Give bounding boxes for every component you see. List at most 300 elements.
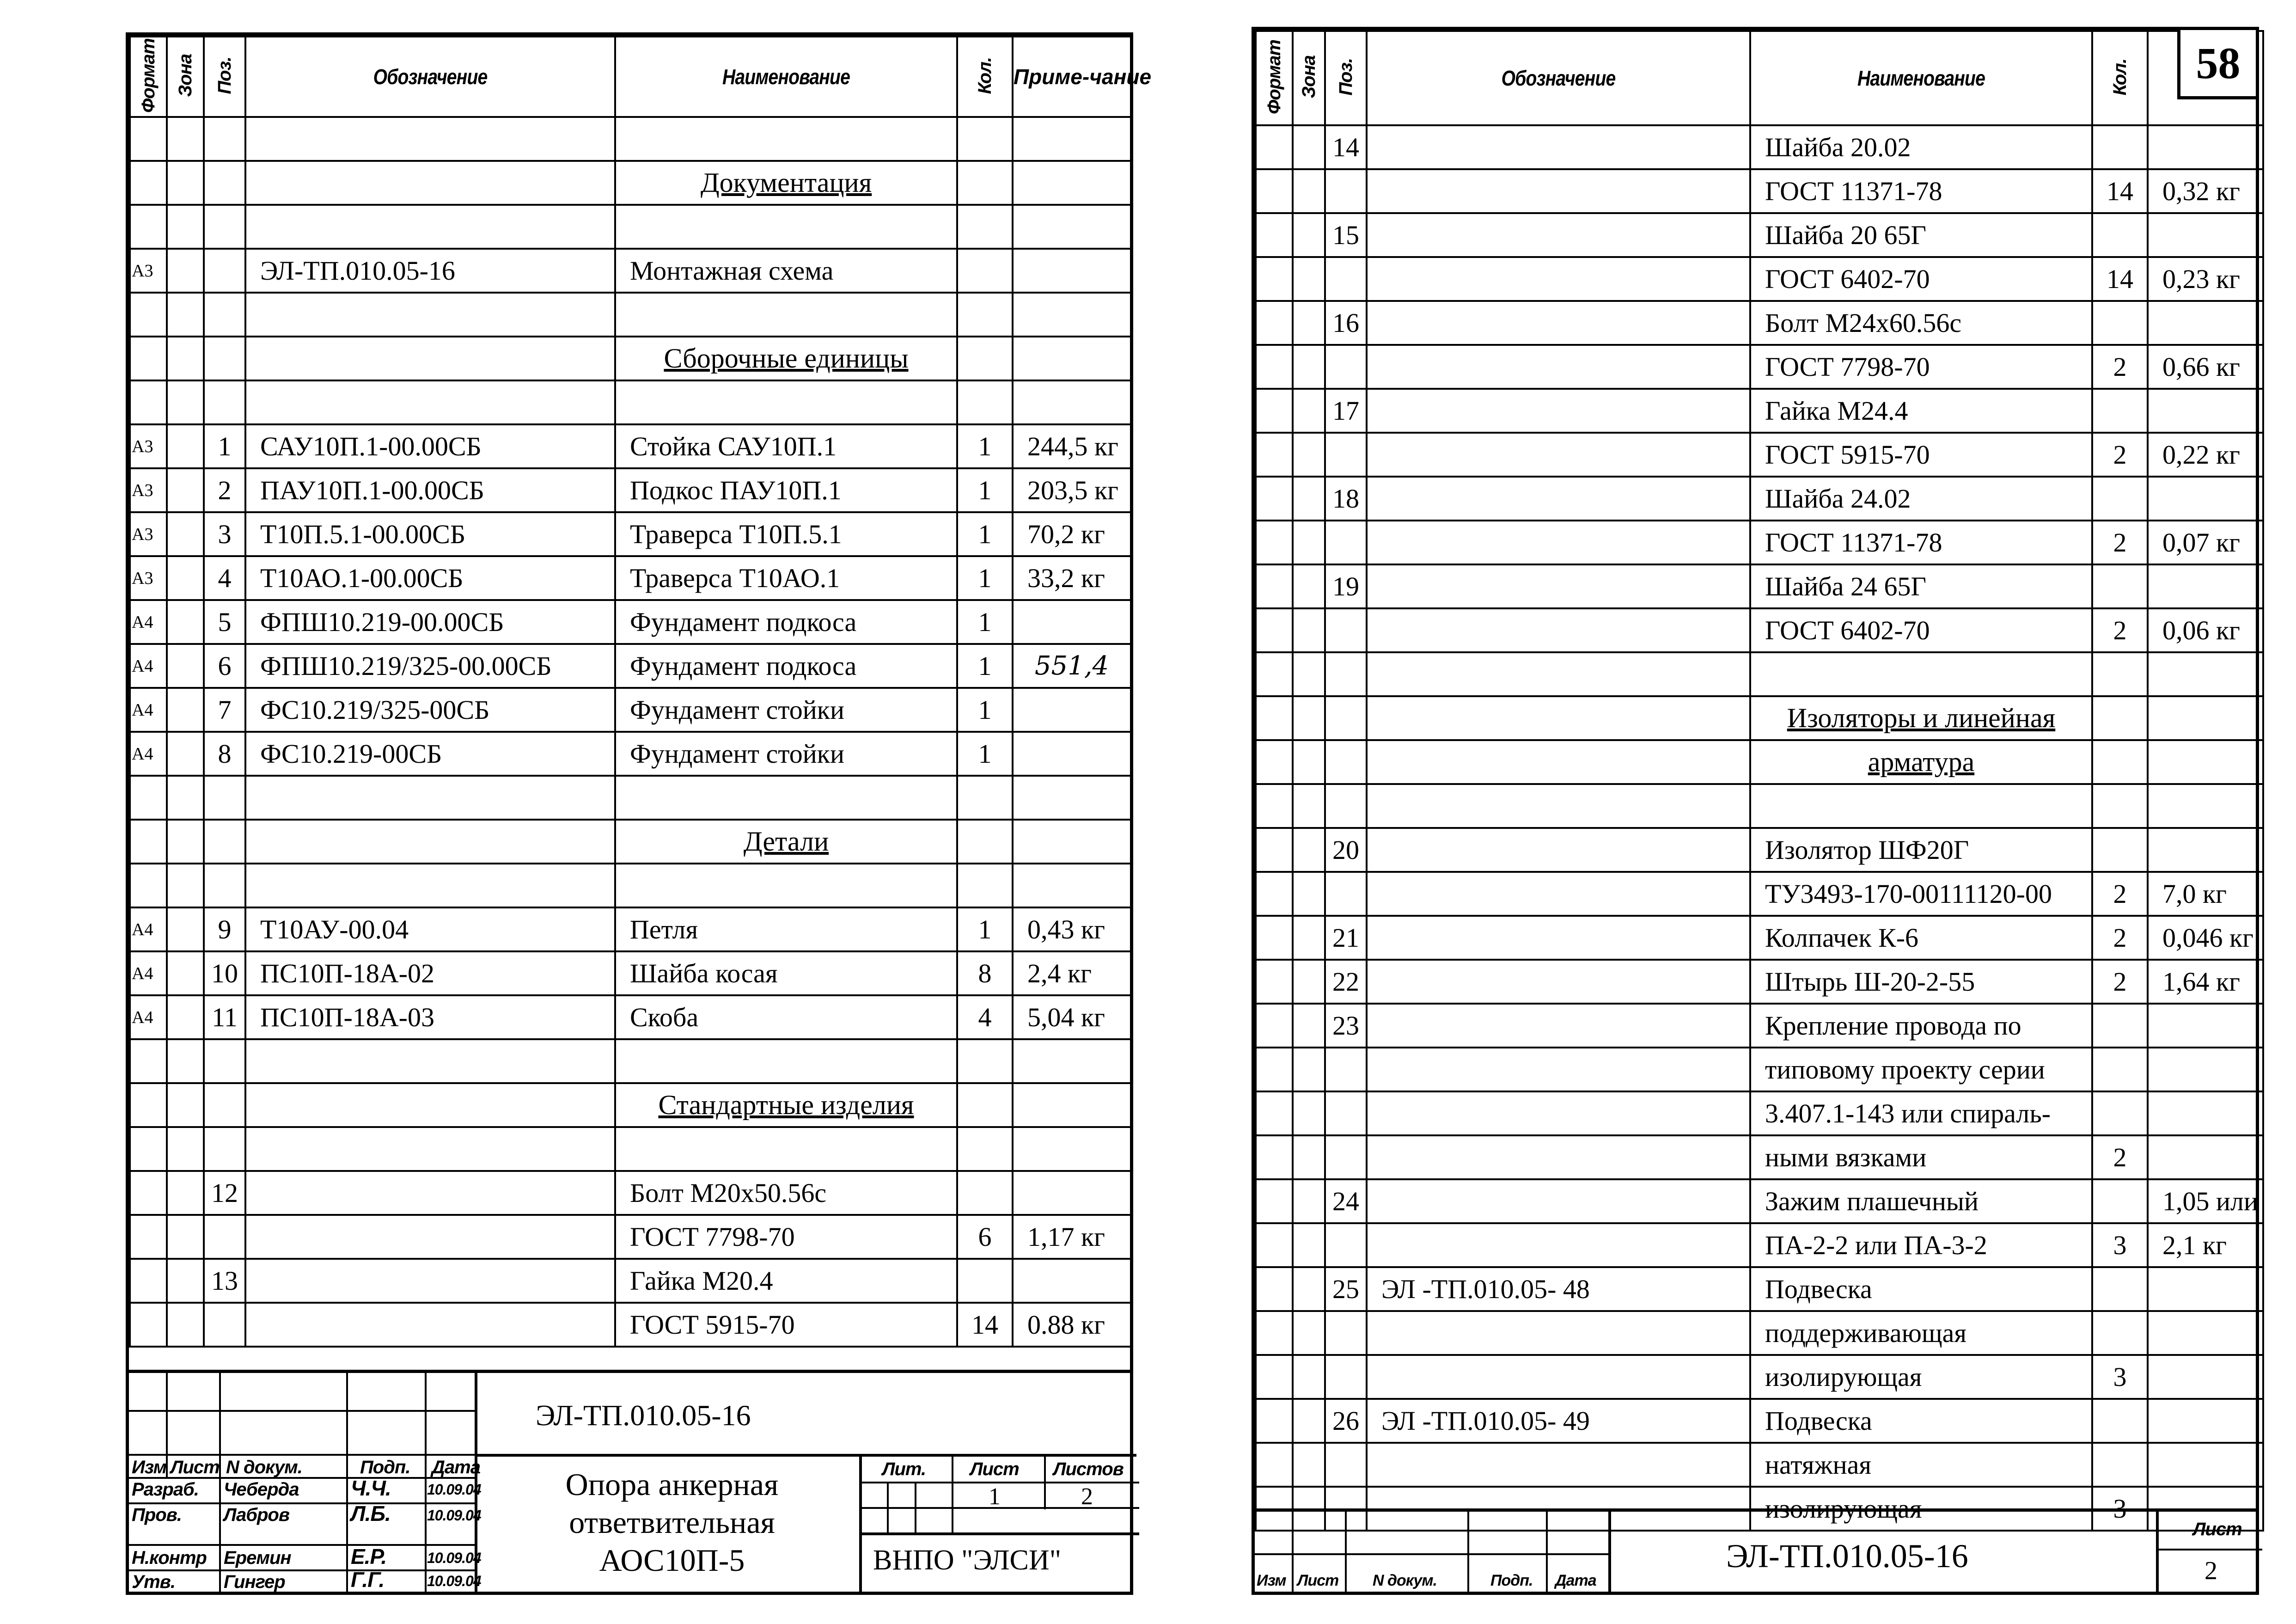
- cell-designation: [1367, 1135, 1750, 1179]
- cell-position: [204, 249, 245, 293]
- cell-format: А4: [130, 907, 167, 951]
- cell-format: [130, 776, 167, 820]
- cell-zone: [1293, 696, 1325, 740]
- cell-position: 7: [204, 688, 245, 732]
- cell-note: [2148, 125, 2263, 169]
- cell-name: Стойка САУ10П.1: [615, 424, 957, 468]
- header-note: Приме-чание: [1013, 37, 1131, 117]
- spec-sheet-1: [126, 32, 1152, 1595]
- cell-format: [1256, 1135, 1293, 1179]
- cell-position: [204, 161, 245, 205]
- doc-code: ЭЛ-ТП.010.05-16: [536, 1399, 751, 1432]
- cell-format: [1256, 564, 1293, 608]
- cell-quantity: 1: [957, 688, 1013, 732]
- cell-quantity: [2092, 125, 2148, 169]
- cell-zone: [167, 337, 204, 380]
- cell-position: 15: [1325, 213, 1367, 257]
- cell-note: [1013, 1259, 1131, 1303]
- cell-name: Монтажная схема: [615, 249, 957, 293]
- cell-zone: [1293, 1135, 1325, 1179]
- cell-designation: Т10АО.1-00.00СБ: [245, 556, 615, 600]
- cell-name: [615, 205, 957, 249]
- cell-name: [615, 776, 957, 820]
- cell-note: [2148, 1355, 2263, 1399]
- cell-designation: [245, 1127, 615, 1171]
- cell-zone: [1293, 1267, 1325, 1311]
- cell-designation: [1367, 1355, 1750, 1399]
- cell-quantity: 2: [2092, 521, 2148, 564]
- cell-format: [1256, 301, 1293, 345]
- cell-quantity: 4: [957, 995, 1013, 1039]
- table-row: [1256, 872, 2263, 916]
- cell-name: Колпачек К-6: [1750, 916, 2092, 960]
- cell-quantity: [2092, 652, 2148, 696]
- table-row: [1256, 564, 2263, 608]
- cell-designation: [1367, 1091, 1750, 1135]
- cell-format: [1256, 784, 1293, 828]
- cell-name: Шайба 24.02: [1750, 477, 2092, 521]
- cell-quantity: [2092, 1267, 2148, 1311]
- spec-table-2: [1255, 30, 2264, 1532]
- table-row: [130, 864, 1131, 907]
- cell-quantity: 2: [2092, 916, 2148, 960]
- cell-name: ГОСТ 11371-78: [1750, 169, 2092, 213]
- cell-name: ГОСТ 7798-70: [615, 1215, 957, 1259]
- cell-designation: ЭЛ-ТП.010.05-16: [245, 249, 615, 293]
- cell-format: А4: [130, 732, 167, 776]
- cell-name: ГОСТ 6402-70: [1750, 257, 2092, 301]
- cell-note: 0,07 кг: [2148, 521, 2263, 564]
- product-name: Опора анкерная ответвительная АОС10П-5: [565, 1467, 779, 1578]
- cell-position: [1325, 652, 1367, 696]
- cell-position: 8: [204, 732, 245, 776]
- cell-zone: [1293, 740, 1325, 784]
- cell-note: 0,22 кг: [2148, 433, 2263, 477]
- cell-name: Зажим плашечный: [1750, 1179, 2092, 1223]
- table-row: [130, 293, 1131, 337]
- table-row: [130, 907, 1131, 951]
- cell-note: [1013, 1083, 1131, 1127]
- cell-quantity: 1: [957, 424, 1013, 468]
- cell-designation: [245, 1215, 615, 1259]
- cell-quantity: [2092, 1311, 2148, 1355]
- cell-position: 9: [204, 907, 245, 951]
- cell-quantity: [2092, 1048, 2148, 1091]
- table-row: [130, 161, 1131, 205]
- cell-quantity: 2: [2092, 345, 2148, 389]
- cell-quantity: [2092, 1399, 2148, 1443]
- title-block-2: [1255, 1508, 2256, 1592]
- cell-position: 14: [1325, 125, 1367, 169]
- cell-position: [1325, 169, 1367, 213]
- cell-name: изолирующая: [1750, 1355, 2092, 1399]
- cell-quantity: [957, 776, 1013, 820]
- table-row: [1256, 608, 2263, 652]
- table-row: [130, 1127, 1131, 1171]
- cell-note: [2148, 1267, 2263, 1311]
- cell-name: Сборочные единицы: [615, 337, 957, 380]
- cell-quantity: [2092, 564, 2148, 608]
- cell-position: 17: [1325, 389, 1367, 433]
- cell-designation: Т10П.5.1-00.00СБ: [245, 512, 615, 556]
- cell-format: [1256, 1311, 1293, 1355]
- cell-position: [204, 205, 245, 249]
- cell-quantity: [957, 1039, 1013, 1083]
- cell-note: 0,32 кг: [2148, 169, 2263, 213]
- cell-note: [2148, 1004, 2263, 1048]
- cell-note: 0,06 кг: [2148, 608, 2263, 652]
- table-header: [1256, 31, 2263, 125]
- cell-quantity: [957, 337, 1013, 380]
- header-designation: Обозначение: [1367, 31, 1750, 125]
- cell-format: [1256, 169, 1293, 213]
- cell-designation: [1367, 872, 1750, 916]
- cell-quantity: [957, 249, 1013, 293]
- cell-zone: [1293, 652, 1325, 696]
- cell-format: [1256, 740, 1293, 784]
- cell-note: [1013, 337, 1131, 380]
- signature-4: Г.Г.: [351, 1568, 385, 1592]
- cell-note: [2148, 1048, 2263, 1091]
- role-checked: Пров.: [132, 1505, 182, 1525]
- cell-format: А4: [130, 951, 167, 995]
- cell-quantity: [2092, 1179, 2148, 1223]
- spec-sheet-2: [1252, 27, 2259, 1595]
- cell-quantity: [2092, 1091, 2148, 1135]
- cell-zone: [167, 117, 204, 161]
- cell-format: [1256, 213, 1293, 257]
- cell-designation: ЭЛ -ТП.010.05- 48: [1367, 1267, 1750, 1311]
- cell-note: [2148, 784, 2263, 828]
- cell-note: [2148, 828, 2263, 872]
- cell-position: 26: [1325, 1399, 1367, 1443]
- cell-name: Штырь Ш-20-2-55: [1750, 960, 2092, 1004]
- cell-name: типовому проекту серии: [1750, 1048, 2092, 1091]
- cell-format: [1256, 828, 1293, 872]
- signature-1: Ч.Ч.: [351, 1476, 391, 1500]
- table-row: [130, 205, 1131, 249]
- cell-format: [1256, 521, 1293, 564]
- cell-position: [1325, 521, 1367, 564]
- cell-note: [2148, 1443, 2263, 1487]
- cell-name: ТУ3493-170-00111120-00: [1750, 872, 2092, 916]
- cell-position: 20: [1325, 828, 1367, 872]
- cell-quantity: [957, 161, 1013, 205]
- cell-note: [1013, 293, 1131, 337]
- header-zone: Зона: [1293, 31, 1325, 125]
- cell-name: [615, 117, 957, 161]
- cell-position: [1325, 1311, 1367, 1355]
- table-row: [1256, 828, 2263, 872]
- cell-position: [204, 1083, 245, 1127]
- cell-name: Гайка М24.4: [1750, 389, 2092, 433]
- cell-zone: [1293, 389, 1325, 433]
- table-row: [1256, 1004, 2263, 1048]
- cell-note: [2148, 740, 2263, 784]
- cell-designation: [1367, 960, 1750, 1004]
- cell-position: [1325, 608, 1367, 652]
- cell-format: [130, 1039, 167, 1083]
- cell-name: Фундамент стойки: [615, 732, 957, 776]
- sheets-value: 2: [1081, 1483, 1093, 1510]
- cell-designation: [1367, 257, 1750, 301]
- cell-note: 244,5 кг: [1013, 424, 1131, 468]
- cell-position: [1325, 433, 1367, 477]
- cell-note: 70,2 кг: [1013, 512, 1131, 556]
- col-ndoc-label: N докум.: [1373, 1572, 1437, 1589]
- cell-designation: [245, 1171, 615, 1215]
- cell-designation: ФПШ10.219/325-00.00СБ: [245, 644, 615, 688]
- cell-quantity: 14: [2092, 257, 2148, 301]
- cell-format: [1256, 960, 1293, 1004]
- cell-format: А3: [130, 424, 167, 468]
- cell-position: [1325, 257, 1367, 301]
- cell-designation: [245, 293, 615, 337]
- date-2: 10.09.04: [427, 1507, 481, 1524]
- cell-quantity: 2: [2092, 1135, 2148, 1179]
- table-row: [130, 337, 1131, 380]
- cell-format: [1256, 345, 1293, 389]
- name-approver: Гингер: [224, 1572, 285, 1592]
- cell-zone: [1293, 564, 1325, 608]
- col-ndoc-label: N докум.: [226, 1457, 302, 1477]
- cell-zone: [1293, 1443, 1325, 1487]
- cell-format: [130, 1215, 167, 1259]
- cell-designation: [245, 117, 615, 161]
- header-pos: Поз.: [204, 37, 245, 117]
- table-row: [1256, 389, 2263, 433]
- table-row: [1256, 521, 2263, 564]
- cell-quantity: [2092, 213, 2148, 257]
- cell-zone: [1293, 301, 1325, 345]
- table-row: [130, 688, 1131, 732]
- cell-note: [2148, 301, 2263, 345]
- cell-zone: [1293, 477, 1325, 521]
- cell-note: [2148, 564, 2263, 608]
- cell-note: 0,66 кг: [2148, 345, 2263, 389]
- cell-name: [615, 1127, 957, 1171]
- cell-format: [130, 293, 167, 337]
- cell-quantity: 1: [957, 556, 1013, 600]
- cell-position: [1325, 696, 1367, 740]
- cell-designation: [1367, 828, 1750, 872]
- cell-note: [1013, 205, 1131, 249]
- cell-quantity: 14: [957, 1303, 1013, 1347]
- table-row: [1256, 740, 2263, 784]
- cell-name: Скоба: [615, 995, 957, 1039]
- cell-zone: [167, 688, 204, 732]
- cell-designation: [245, 1083, 615, 1127]
- cell-note: [2148, 477, 2263, 521]
- cell-name: Шайба 24 65Г: [1750, 564, 2092, 608]
- cell-designation: [245, 380, 615, 424]
- cell-format: [1256, 1091, 1293, 1135]
- cell-format: А3: [130, 512, 167, 556]
- cell-name: арматура: [1750, 740, 2092, 784]
- cell-zone: [167, 1303, 204, 1347]
- table-row: [1256, 1311, 2263, 1355]
- role-norm-control: Н.контр: [132, 1548, 207, 1568]
- table-row: [1256, 213, 2263, 257]
- cell-designation: [1367, 345, 1750, 389]
- cell-zone: [167, 644, 204, 688]
- cell-quantity: 3: [2092, 1487, 2148, 1531]
- table-row: [130, 995, 1131, 1039]
- col-izm-label: Изм: [132, 1457, 167, 1477]
- name-norm-control: Еремин: [224, 1548, 291, 1568]
- date-3: 10.09.04: [427, 1550, 481, 1566]
- page-number: 58: [2177, 30, 2256, 99]
- table-row: [1256, 257, 2263, 301]
- cell-zone: [167, 293, 204, 337]
- cell-format: [130, 1259, 167, 1303]
- cell-designation: ПС10П-18А-02: [245, 951, 615, 995]
- cell-zone: [1293, 213, 1325, 257]
- table-row: [1256, 784, 2263, 828]
- cell-name: [615, 864, 957, 907]
- table-row: [130, 380, 1131, 424]
- role-developed: Разраб.: [132, 1479, 199, 1500]
- cell-designation: [245, 161, 615, 205]
- cell-note: [1013, 1127, 1131, 1171]
- cell-zone: [167, 732, 204, 776]
- cell-zone: [1293, 169, 1325, 213]
- table-row: [1256, 696, 2263, 740]
- cell-format: [1256, 1004, 1293, 1048]
- cell-format: [130, 1171, 167, 1215]
- cell-name: [615, 293, 957, 337]
- cell-zone: [167, 1083, 204, 1127]
- table-row: [130, 556, 1131, 600]
- cell-zone: [1293, 784, 1325, 828]
- cell-quantity: [957, 820, 1013, 864]
- cell-format: [1256, 1223, 1293, 1267]
- cell-quantity: [2092, 1443, 2148, 1487]
- cell-position: 25: [1325, 1267, 1367, 1311]
- cell-name: Изолятор ШФ20Г: [1750, 828, 2092, 872]
- cell-quantity: 8: [957, 951, 1013, 995]
- cell-zone: [1293, 608, 1325, 652]
- cell-zone: [1293, 1399, 1325, 1443]
- cell-zone: [167, 820, 204, 864]
- cell-quantity: 1: [957, 907, 1013, 951]
- cell-designation: [1367, 564, 1750, 608]
- table-row: [130, 468, 1131, 512]
- signature-2: Л.Б.: [351, 1501, 391, 1526]
- cell-name: Документация: [615, 161, 957, 205]
- cell-designation: Т10АУ-00.04: [245, 907, 615, 951]
- cell-zone: [167, 512, 204, 556]
- cell-position: 5: [204, 600, 245, 644]
- cell-zone: [167, 995, 204, 1039]
- cell-quantity: [2092, 828, 2148, 872]
- cell-name: Фундамент стойки: [615, 688, 957, 732]
- table-row: [130, 1039, 1131, 1083]
- cell-format: [1256, 1399, 1293, 1443]
- cell-note: 0,43 кг: [1013, 907, 1131, 951]
- cell-designation: [1367, 301, 1750, 345]
- lit-label: Лит.: [882, 1459, 926, 1479]
- cell-position: [204, 820, 245, 864]
- role-approved: Утв.: [132, 1572, 175, 1592]
- cell-zone: [167, 1171, 204, 1215]
- header-format: Формат: [130, 37, 167, 117]
- cell-name: Стандартные изделия: [615, 1083, 957, 1127]
- cell-quantity: [957, 380, 1013, 424]
- cell-name: Шайба 20.02: [1750, 125, 2092, 169]
- cell-zone: [1293, 521, 1325, 564]
- cell-quantity: 2: [2092, 960, 2148, 1004]
- header-zone: Зона: [167, 37, 204, 117]
- cell-position: [1325, 1223, 1367, 1267]
- cell-zone: [167, 205, 204, 249]
- cell-designation: ПС10П-18А-03: [245, 995, 615, 1039]
- cell-quantity: [957, 293, 1013, 337]
- cell-quantity: 3: [2092, 1223, 2148, 1267]
- sheet-label: Лист: [970, 1459, 1019, 1479]
- cell-quantity: [2092, 389, 2148, 433]
- cell-position: 21: [1325, 916, 1367, 960]
- cell-position: [1325, 1355, 1367, 1399]
- name-checker: Лабров: [224, 1505, 290, 1525]
- cell-designation: [1367, 125, 1750, 169]
- cell-zone: [1293, 960, 1325, 1004]
- table-row: [1256, 1048, 2263, 1091]
- cell-quantity: [957, 864, 1013, 907]
- sheet-value: 2: [2204, 1557, 2217, 1585]
- cell-designation: ПАУ10П.1-00.00СБ: [245, 468, 615, 512]
- cell-quantity: 2: [2092, 608, 2148, 652]
- cell-designation: САУ10П.1-00.00СБ: [245, 424, 615, 468]
- cell-position: [1325, 1443, 1367, 1487]
- cell-name: Шайба 20 65Г: [1750, 213, 2092, 257]
- signature-3: Е.Р.: [351, 1544, 387, 1569]
- cell-note: [1013, 732, 1131, 776]
- header-qty: Кол.: [957, 37, 1013, 117]
- cell-format: [1256, 696, 1293, 740]
- cell-zone: [1293, 1048, 1325, 1091]
- header-designation: Обозначение: [245, 37, 615, 117]
- table-row: [130, 820, 1131, 864]
- cell-format: А4: [130, 644, 167, 688]
- cell-note: [1013, 864, 1131, 907]
- cell-zone: [1293, 125, 1325, 169]
- table-row: [130, 644, 1131, 688]
- cell-format: [1256, 1179, 1293, 1223]
- cell-quantity: 2: [2092, 433, 2148, 477]
- cell-note: 551,4: [1013, 644, 1131, 688]
- cell-note: [2148, 652, 2263, 696]
- organization: ВНПО "ЭЛСИ": [873, 1544, 1061, 1576]
- cell-designation: [1367, 1004, 1750, 1048]
- table-row: [130, 424, 1131, 468]
- cell-name: ГОСТ 7798-70: [1750, 345, 2092, 389]
- cell-quantity: 1: [957, 644, 1013, 688]
- cell-position: 10: [204, 951, 245, 995]
- cell-format: [130, 117, 167, 161]
- col-data-label: Дата: [1555, 1572, 1596, 1589]
- cell-name: Болт М20х50.56с: [615, 1171, 957, 1215]
- cell-position: 1: [204, 424, 245, 468]
- cell-note: 1,05 или: [2148, 1179, 2263, 1223]
- cell-name: [615, 1039, 957, 1083]
- cell-position: 3: [204, 512, 245, 556]
- cell-name: Болт М24х60.56с: [1750, 301, 2092, 345]
- cell-note: [1013, 249, 1131, 293]
- cell-position: [204, 1039, 245, 1083]
- header-name: Наименование: [1750, 31, 2092, 125]
- cell-quantity: [957, 1127, 1013, 1171]
